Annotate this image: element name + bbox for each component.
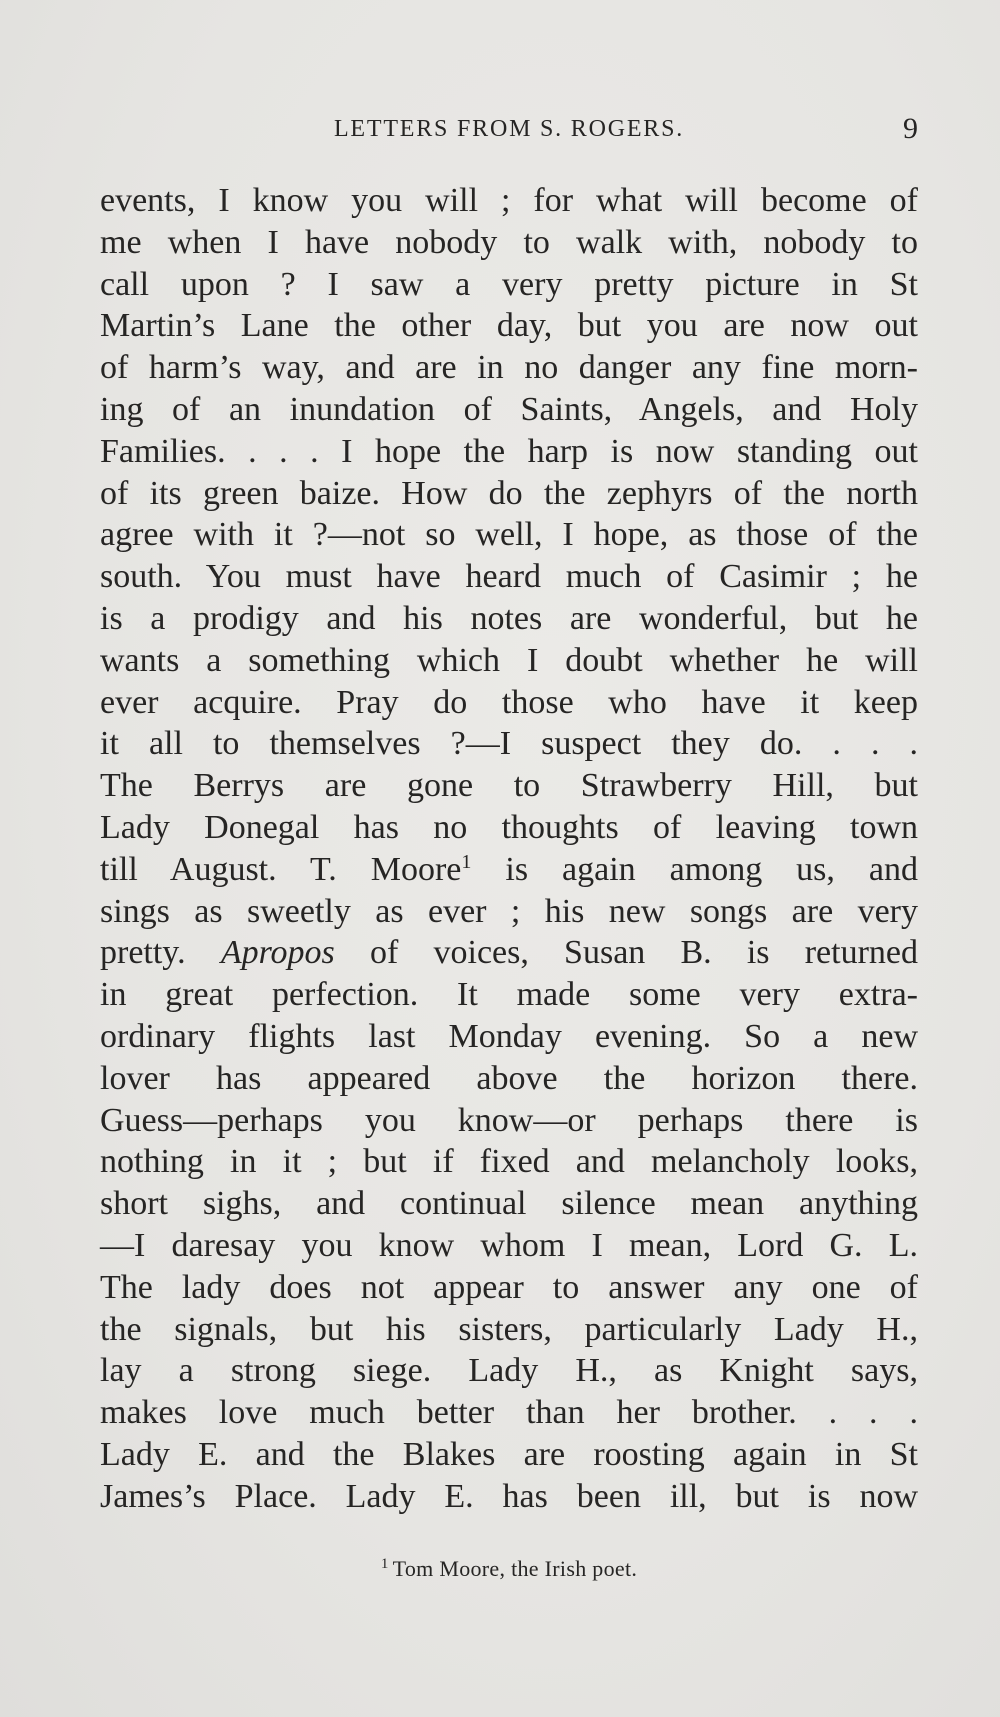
running-title: LETTERS FROM S. ROGERS. — [333, 116, 685, 142]
footnote-marker: 1 — [461, 850, 472, 873]
text-segment: of voices, Susan B. is returned — [334, 934, 919, 972]
text-line: me when I have nobody to walk with, nobody to — [100, 223, 918, 261]
text-line: is a prodigy and his notes are wonderful, but he — [100, 599, 918, 637]
text-line: ing of an inundation of Saints, Angels, and Holy — [100, 390, 918, 428]
running-head — [100, 112, 918, 150]
text-line: agree with it ?—not so well, I hope, as those of the — [100, 516, 918, 554]
text-line: Martin’s Lane the other day, but you are now out — [100, 307, 918, 345]
italic-word: Apropos — [220, 934, 335, 972]
text-line: makes love much better than her brother. . . . — [100, 1394, 918, 1432]
text-line: the signals, but his sisters, particularly Lady H., — [100, 1310, 918, 1348]
text-line: Lady Donegal has no thoughts of leaving town — [100, 808, 918, 846]
text-line: The lady does not appear to answer any one of — [100, 1268, 918, 1306]
text-line: lay a strong siege. Lady H., as Knight says, — [100, 1352, 918, 1390]
footnote — [100, 1556, 918, 1582]
text-line: ever acquire. Pray do those who have it keep — [100, 683, 918, 721]
text-line: south. You must have heard much of Casimir ; he — [100, 558, 918, 596]
footnote-text: Tom Moore, the Irish poet. — [392, 1556, 638, 1581]
text-segment: pretty. — [100, 934, 186, 972]
text-line-with-footnote — [100, 849, 918, 891]
text-line: Families. . . . I hope the harp is now standing out — [100, 432, 918, 470]
letter-text — [100, 180, 918, 1518]
text-line: Lady E. and the Blakes are roosting again in St — [100, 1435, 918, 1473]
text-line: short sighs, and continual silence mean anything — [100, 1185, 918, 1223]
text-line: lover has appeared above the horizon there. — [100, 1059, 918, 1097]
text-line: of its green baize. How do the zephyrs of the north — [100, 474, 918, 512]
text-segment: till August. T. Moore — [100, 850, 462, 888]
text-line-with-italic — [100, 932, 918, 974]
text-line: wants a something which I doubt whether he will — [100, 641, 918, 679]
text-line: James’s Place. Lady E. has been ill, but is now — [100, 1477, 918, 1515]
page-number: 9 — [903, 112, 918, 145]
text-line: ordinary flights last Monday evening. So a new — [100, 1017, 918, 1055]
text-line: sings as sweetly as ever ; his new songs are very — [100, 892, 918, 930]
text-line: it all to themselves ?—I suspect they do. . . . — [100, 725, 918, 763]
text-line: The Berrys are gone to Strawberry Hill, but — [100, 767, 918, 805]
text-line: in great perfection. It made some very extra- — [100, 976, 918, 1014]
text-line: of harm’s way, and are in no danger any fine morn- — [100, 349, 918, 387]
text-segment: is again among us, and — [471, 850, 918, 888]
text-line: Guess—perhaps you know—or perhaps there is — [100, 1101, 918, 1139]
text-line: nothing in it ; but if fixed and melancholy looks, — [100, 1143, 918, 1181]
footnote-number: 1 — [380, 1556, 389, 1572]
text-line: call upon ? I saw a very pretty picture in St — [100, 265, 918, 303]
text-line: —I daresay you know whom I mean, Lord G. L. — [100, 1226, 918, 1264]
text-line: events, I know you will ; for what will become of — [100, 182, 918, 219]
